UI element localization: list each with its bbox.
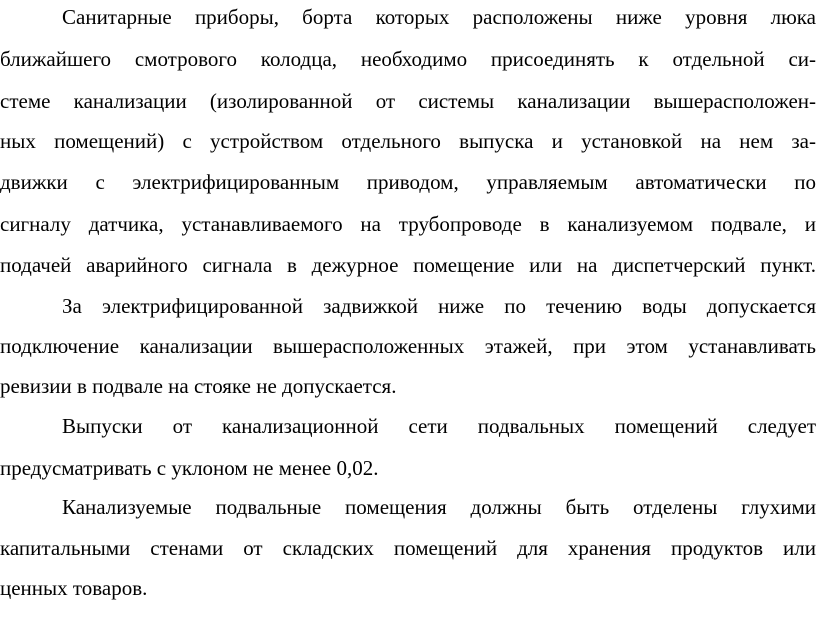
- text-line: движки с электрифицированным приводом, управляемым автоматически по: [0, 170, 816, 194]
- text-line: подачей аварийного сигнала в дежурное помещение или на диспетчерский пункт.: [0, 253, 816, 277]
- text-line: предусматривать с уклоном не менее 0,02.: [0, 456, 379, 480]
- text-line: ревизии в подвале на стояке не допускается.: [0, 374, 397, 398]
- text-line: подключение канализации вышерасположенных этажей, при этом устанавливать: [0, 334, 816, 358]
- text-line: стеме канализации (изолированной от системы канализации вышерасположен-: [0, 89, 816, 113]
- text-line: Канализуемые подвальные помещения должны быть отделены глухими: [62, 495, 816, 519]
- text-line: За электрифицированной задвижкой ниже по течению воды допускается: [62, 294, 816, 318]
- text-line: капитальными стенами от складских помещений для хранения продуктов или: [0, 536, 816, 560]
- text-line: Выпуски от канализационной сети подвальных помещений следует: [62, 414, 816, 438]
- text-line: ценных товаров.: [0, 576, 148, 600]
- text-line: сигналу датчика, устанавливаемого на трубопроводе в канализуемом подвале, и: [0, 212, 816, 236]
- text-line: Санитарные приборы, борта которых расположены ниже уровня люка: [62, 5, 816, 29]
- text-line: ных помещений) с устройством отдельного выпуска и установкой на нем за-: [0, 129, 816, 153]
- text-line: ближайшего смотрового колодца, необходимо присоединять к отдельной си-: [0, 47, 816, 71]
